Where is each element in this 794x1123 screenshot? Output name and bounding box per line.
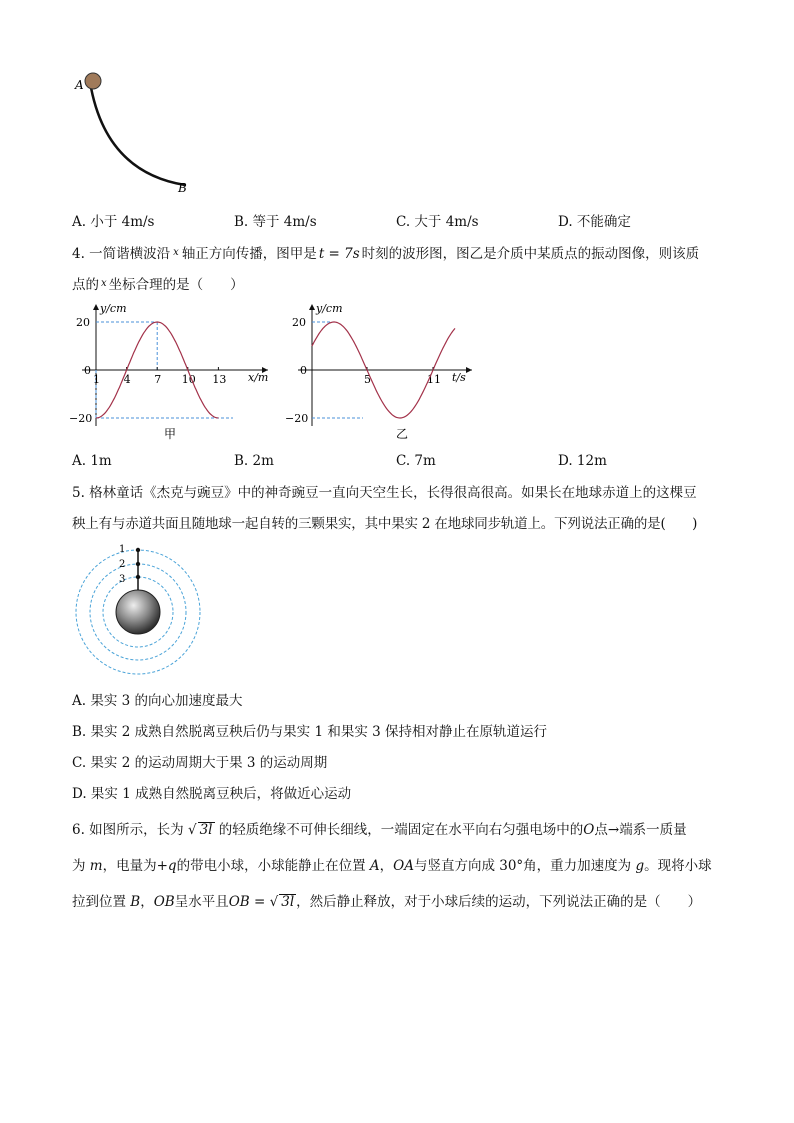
- q3-option-c: C. 大于 4m/s: [396, 214, 479, 230]
- x-axis-label: x/m: [248, 371, 269, 384]
- q4-option-c: C. 7m: [396, 453, 436, 469]
- q3-option-d: D. 不能确定: [558, 214, 631, 230]
- x-axis-arrow: [466, 367, 472, 373]
- q5-option-c: C. 果实 2 的运动周期大于果 3 的运动周期: [72, 755, 328, 771]
- x-tick-label: 7: [154, 373, 162, 386]
- q3-option-b: B. 等于 4m/s: [234, 214, 317, 230]
- y-tick-label: 0: [84, 364, 91, 377]
- orbit-figure: [72, 540, 204, 676]
- wave-graph-jia: [68, 296, 280, 446]
- y-tick-label: 0: [300, 364, 307, 377]
- q5-option-b: B. 果实 2 成熟自然脱离豆秧后仍与果实 1 和果实 3 保持相对静止在原轨道运行: [72, 724, 548, 740]
- y-tick-label: −20: [285, 412, 309, 425]
- vibration-graph-yi: [285, 296, 478, 446]
- q5-option-d: D. 果实 1 成熟自然脱离豆秧后，将做近心运动: [72, 786, 352, 802]
- y-axis-label: y/cm: [316, 302, 343, 315]
- ball: [85, 73, 101, 89]
- y-tick-label: 20: [292, 316, 306, 329]
- graph-caption: 乙: [396, 427, 409, 441]
- q4-option-a: A. 1m: [72, 453, 112, 469]
- label-a: A: [75, 78, 84, 92]
- earth: [116, 590, 160, 634]
- x-axis-label: t/s: [452, 371, 466, 384]
- q6-stem-line3: 拉到位置 B，OB呈水平且OB = √ 3l ，然后静止释放，对于小球后续的运动，下列说法正确的是（ ）: [72, 894, 702, 910]
- x-tick-label: 4: [123, 373, 131, 386]
- y-axis-label: y/cm: [100, 302, 127, 315]
- q4-option-b: B. 2m: [234, 453, 274, 469]
- q5-stem-line1: 5. 格林童话《杰克与豌豆》中的神奇豌豆一直向天空生长，长得很高很高。如果长在地球赤道上的这棵豆: [72, 485, 697, 501]
- x-tick-label: 13: [212, 373, 227, 386]
- arc-track-figure: [60, 62, 210, 200]
- arc-track: [90, 82, 185, 185]
- x-tick-label: 1: [93, 373, 100, 386]
- y-tick-label: 20: [76, 316, 90, 329]
- q5-option-a: A. 果实 3 的向心加速度最大: [72, 693, 243, 709]
- fruit-1: [136, 548, 140, 552]
- q6-stem-line2: 为 m，电量为+q的带电小球，小球能静止在位置 A，OA与竖直方向成 30°角，重力加速度为 g。现将小球: [72, 858, 712, 874]
- y-axis-arrow: [93, 304, 99, 310]
- q4-option-d: D. 12m: [558, 453, 607, 469]
- label-b: B: [178, 181, 187, 195]
- y-axis-arrow: [309, 304, 315, 310]
- q5-stem-line2: 秧上有与赤道共面且随地球一起自转的三颗果实，其中果实 2 在地球同步轨道上。下列说法正确的是( ): [72, 516, 698, 532]
- q4-stem-line2: 点的 $^x$ 坐标合理的是（ ）: [72, 277, 244, 293]
- fruit-2: [136, 562, 140, 566]
- q3-option-a: A. 小于 4m/s: [72, 214, 155, 230]
- orbit-label-2: 2: [119, 559, 126, 570]
- x-tick-label: 10: [181, 373, 196, 386]
- x-tick-label: 5: [364, 373, 371, 386]
- fruit-3: [136, 575, 140, 579]
- y-tick-label: −20: [69, 412, 93, 425]
- q6-stem-line1: 6. 如图所示，长为 √ 3l 的轻质绝缘不可伸长细线，一端固定在水平向右匀强电场中的O点→端系一质量: [72, 822, 687, 838]
- orbit-label-1: 1: [119, 544, 126, 555]
- orbit-label-3: 3: [119, 574, 126, 585]
- graph-caption: 甲: [164, 427, 177, 441]
- x-tick-label: 11: [427, 373, 441, 386]
- q4-stem-line1: 4. 一简谐横波沿 $^x$ 轴正方向传播，图甲是 t = 7s 时刻的波形图，图乙是介质中某质点的振动图像，则该质: [72, 246, 700, 262]
